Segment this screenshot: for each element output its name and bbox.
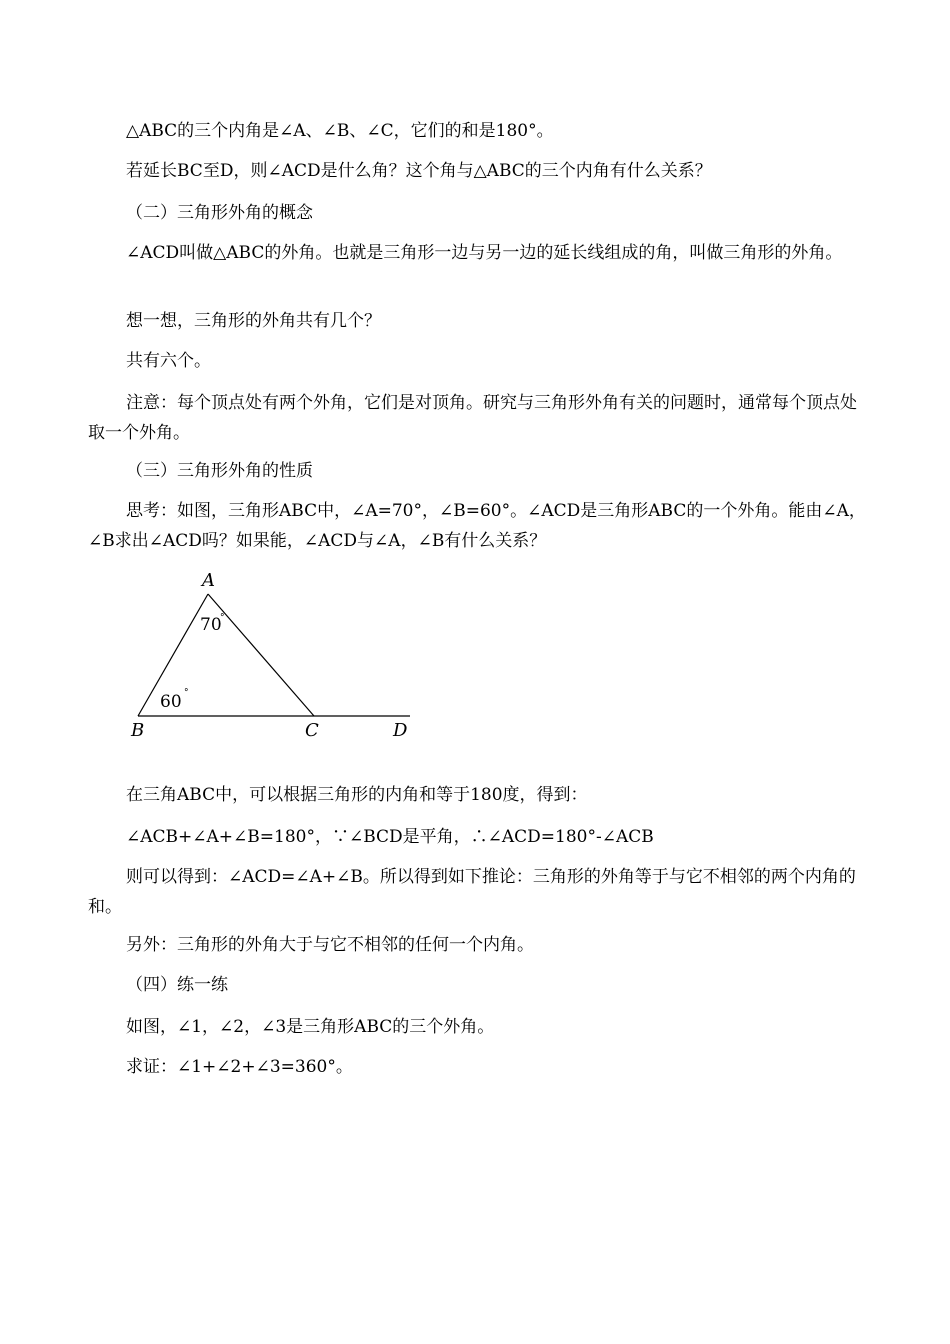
angle-a-degree: ° <box>220 613 225 623</box>
point-label-a: A <box>202 570 215 591</box>
paragraph-think-figure: 思考：如图，三角形ABC中，∠A=70°，∠B=60°。∠ACD是三角形ABC的一个外角。能由∠A，∠B求出∠ACD吗？如果能，∠ACD与∠A，∠B有什么关系？ <box>88 501 866 551</box>
paragraph-in-triangle: 在三角ABC中，可以根据三角形的内角和等于180度，得到： <box>126 785 588 805</box>
point-label-d: D <box>393 720 408 741</box>
paragraph-note: 注意：每个顶点处有两个外角，它们是对顶角。研究与三角形外角有关的问题时，通常每个顶点处取一个外角。 <box>88 393 857 443</box>
angle-b-value: 60 <box>160 692 182 712</box>
angle-b-degree: ° <box>184 688 189 698</box>
section-heading-practice: （四）练一练 <box>126 975 228 995</box>
paragraph-prove: 求证：∠1+∠2+∠3=360°。 <box>126 1057 353 1077</box>
paragraph-equation: ∠ACB+∠A+∠B=180°，∵∠BCD是平角，∴∠ACD=180°-∠ACB <box>126 827 654 847</box>
point-label-c: C <box>305 720 319 741</box>
point-label-b: B <box>131 720 145 741</box>
paragraph-additional: 另外：三角形的外角大于与它不相邻的任何一个内角。 <box>126 935 534 955</box>
paragraph-six-answer: 共有六个。 <box>126 351 211 371</box>
paragraph-corollary: 则可以得到：∠ACD=∠A+∠B。所以得到如下推论：三角形的外角等于与它不相邻的两个内角的和。 <box>88 867 856 917</box>
section-heading-concept: （二）三角形外角的概念 <box>126 203 313 223</box>
paragraph-practice-figure: 如图，∠1，∠2，∠3是三角形ABC的三个外角。 <box>126 1017 495 1037</box>
section-heading-property: （三）三角形外角的性质 <box>126 461 313 481</box>
angle-a-value: 70 <box>200 615 222 635</box>
triangle-figure <box>120 566 420 746</box>
paragraph-exterior-definition: ∠ACD叫做△ABC的外角。也就是三角形一边与另一边的延长线组成的角，叫做三角形的外角。 <box>126 243 843 263</box>
paragraph-interior-angles: △ABC的三个内角是∠A、∠B、∠C，它们的和是180°。 <box>126 121 554 141</box>
paragraph-think-question: 想一想，三角形的外角共有几个？ <box>126 311 381 331</box>
paragraph-extend-question: 若延长BC至D，则∠ACD是什么角？这个角与△ABC的三个内角有什么关系？ <box>126 161 712 181</box>
